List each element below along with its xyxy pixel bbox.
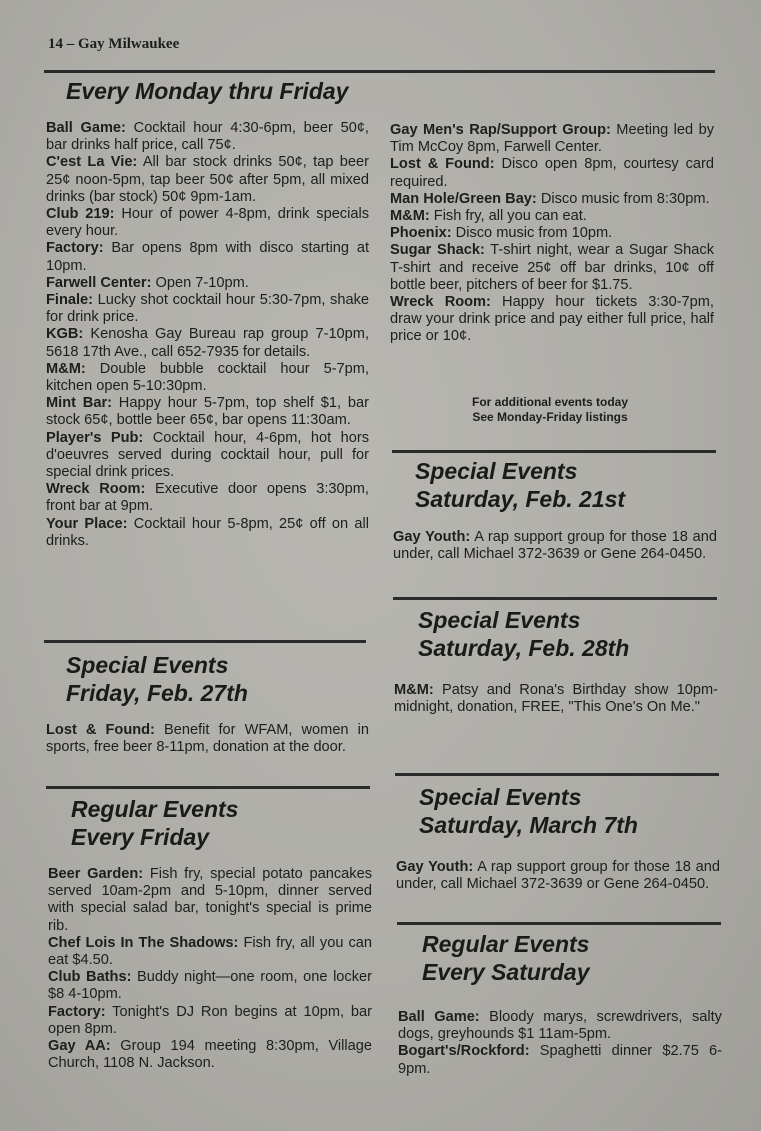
venue-name: Chef Lois In The Shadows:: [48, 934, 239, 951]
venue-name: Phoenix:: [390, 225, 452, 242]
section-rule: [46, 786, 370, 789]
note-line: See Monday-Friday listings: [472, 410, 628, 424]
venue-name: Farwell Center:: [46, 274, 152, 291]
heading-line: Special Events: [418, 607, 581, 633]
heading-line: Special Events: [419, 784, 582, 810]
venue-name: M&M:: [46, 360, 86, 377]
listing-entry: [46, 154, 369, 206]
listing-entry: [48, 935, 372, 969]
venue-name: Lost & Found:: [390, 156, 495, 173]
see-listings-note: [440, 395, 660, 425]
venue-details: Executive door opens 3:30pm, front bar at 9pm.: [46, 481, 369, 515]
venue-details: Disco open 8pm, courtesy card required.: [390, 156, 715, 190]
venue-details: Kenosha Gay Bureau rap group 7-10pm, 5618 17th Ave., call 652-7935 for details.: [46, 326, 369, 360]
venue-details: Happy hour 5-7pm, top shelf $1, bar stock 65¢, bottle beer 65¢, bar opens 11:30am.: [46, 395, 369, 429]
venue-details: Cocktail hour 5-8pm, 25¢ off on all drinks.: [46, 515, 370, 549]
listing-entry: [393, 529, 717, 563]
listing-entry: [46, 361, 369, 395]
heading-line: Special Events: [415, 458, 578, 484]
venue-details: Fish fry, all you can eat.: [429, 208, 587, 225]
sat-mar7-listings: [396, 859, 720, 893]
venue-details: Group 194 meeting 8:30pm, Village Church, 1108 N. Jackson.: [48, 1038, 372, 1072]
listing-entry: [394, 682, 718, 716]
venue-details: Benefit for WFAM, women in sports, free beer 8-11pm, donation at the door.: [46, 722, 369, 756]
heading-line: Regular Events: [71, 796, 239, 822]
venue-details: A rap support group for those 18 and under, call Michael 372-3639 or Gene 264-0450.: [393, 529, 717, 563]
listing-entry: [48, 1038, 372, 1072]
section-rule: [44, 70, 715, 73]
venue-name: C'est La Vie:: [46, 154, 138, 171]
venue-details: Cocktail hour, 4-6pm, hot hors d'oeuvres served during cocktail hour, pull for special drink prices.: [46, 429, 369, 481]
venue-details: A rap support group for those 18 and under, call Michael 372-3639 or Gene 264-0450.: [396, 859, 720, 893]
listing-entry: [396, 859, 720, 893]
section-rule: [44, 640, 366, 643]
sat-regular-listings: [398, 1009, 722, 1078]
venue-name: Mint Bar:: [46, 395, 112, 412]
venue-name: Gay AA:: [48, 1038, 111, 1055]
note-line: For additional events today: [471, 395, 629, 409]
heading-line: Every Friday: [71, 824, 210, 850]
section-rule: [392, 450, 716, 453]
section-rule: [395, 773, 719, 776]
listing-entry: [390, 294, 714, 346]
weekday-heading: Every Monday thru Friday: [66, 78, 349, 104]
friday-regular-listings: [48, 866, 372, 1072]
listing-entry: [390, 191, 714, 208]
listing-entry: [46, 120, 369, 154]
venue-name: Factory:: [46, 240, 104, 257]
venue-details: T-shirt night, wear a Sugar Shack T-shirt and receive 25¢ off bar drinks, 10¢ off bottle beer, pitchers of beer for $1.75.: [390, 242, 714, 293]
venue-name: Club Baths:: [48, 969, 132, 986]
listing-entry: [46, 275, 369, 292]
listing-entry: [48, 866, 372, 935]
sat-feb28-heading: [418, 606, 629, 662]
venue-name: Finale:: [46, 292, 94, 309]
friday-special-listings: [46, 722, 369, 756]
listing-entry: [390, 156, 714, 190]
venue-name: Sugar Shack:: [390, 242, 485, 259]
listing-entry: [398, 1009, 722, 1043]
venue-details: Double bubble cocktail hour 5-7pm, kitchen open 5-10:30pm.: [46, 360, 369, 395]
heading-line: Saturday, March 7th: [419, 812, 638, 838]
listing-entry: [390, 225, 714, 242]
listing-entry: [48, 1004, 372, 1038]
sat-feb21-listings: [393, 529, 717, 563]
venue-details: Lucky shot cocktail hour 5:30-7pm, shake for drink price.: [46, 292, 369, 326]
venue-details: Bloody marys, screwdrivers, salty dogs, greyhounds $1 11am-5pm.: [398, 1009, 722, 1043]
venue-details: Tonight's DJ Ron begins at 10pm, bar open 8pm.: [48, 1003, 372, 1037]
venue-name: Wreck Room:: [46, 481, 146, 498]
venue-details: Disco music from 8:30pm.: [536, 190, 710, 207]
sat-feb21-heading: [415, 457, 625, 513]
section-rule: [393, 597, 717, 600]
venue-name: KGB:: [46, 326, 84, 343]
venue-name: Gay Men's Rap/Support Group:: [390, 122, 611, 138]
venue-name: M&M:: [390, 208, 430, 225]
listing-entry: [46, 292, 369, 326]
listing-entry: [46, 206, 369, 240]
venue-details: Disco music from 10pm.: [451, 225, 613, 242]
weekday-right-listings: [390, 122, 714, 346]
listing-entry: [46, 481, 369, 515]
venue-name: Wreck Room:: [390, 294, 491, 311]
sat-mar7-heading: [419, 783, 638, 839]
listing-entry: [390, 122, 714, 156]
venue-details: Spaghetti dinner $2.75 6-9pm.: [398, 1043, 722, 1077]
venue-details: Bar opens 8pm with disco starting at 10pm.: [46, 240, 369, 274]
venue-name: M&M:: [394, 682, 434, 698]
venue-details: Happy hour tickets 3:30-7pm, draw your drink price and pay either full price, half price or 10¢.: [390, 294, 714, 345]
friday-special-heading: [66, 651, 248, 707]
listing-entry: [398, 1043, 722, 1077]
listing-entry: [390, 242, 714, 294]
page-header: 14 – Gay Milwaukee: [48, 36, 180, 52]
venue-name: Gay Youth:: [393, 529, 471, 545]
listing-entry: [46, 430, 369, 482]
venue-name: Gay Youth:: [396, 859, 474, 875]
weekday-left-listings: [46, 120, 369, 550]
venue-details: Buddy night—one room, one locker $8 4-10pm.: [48, 969, 372, 1003]
heading-line: Friday, Feb. 27th: [66, 680, 248, 706]
venue-name: Ball Game:: [398, 1009, 480, 1025]
venue-details: Meeting led by Tim McCoy 8pm, Farwell Center.: [390, 122, 714, 156]
venue-name: Player's Pub:: [46, 429, 144, 446]
listing-entry: [48, 969, 372, 1003]
heading-line: Saturday, Feb. 28th: [418, 635, 630, 661]
venue-details: Cocktail hour 4:30-6pm, beer 50¢, bar drinks half price, call 75¢.: [46, 120, 369, 154]
venue-name: Bogart's/Rockford:: [398, 1043, 530, 1060]
heading-line: Every Saturday: [422, 959, 590, 985]
sat-feb28-listings: [394, 682, 718, 716]
listing-entry: [46, 326, 369, 360]
heading-line: Saturday, Feb. 21st: [415, 486, 626, 512]
sat-regular-heading: [422, 930, 589, 986]
venue-name: Lost & Found:: [46, 722, 155, 738]
venue-details: Hour of power 4-8pm, drink specials every hour.: [46, 206, 370, 240]
venue-name: Club 219:: [46, 206, 115, 223]
venue-name: Beer Garden:: [48, 866, 144, 882]
venue-name: Factory:: [48, 1003, 106, 1020]
heading-line: Regular Events: [422, 931, 590, 957]
venue-name: Ball Game:: [46, 120, 126, 136]
listing-entry: [390, 208, 714, 225]
venue-details: Fish fry, special potato pancakes served 10am-2pm and 5-10pm, dinner served with special salad bar, tonight's special is prime rib.: [48, 866, 372, 934]
listing-entry: [46, 516, 369, 550]
venue-name: Man Hole/Green Bay:: [390, 190, 537, 207]
listing-entry: [46, 240, 369, 274]
venue-name: Your Place:: [46, 515, 128, 532]
venue-details: Patsy and Rona's Birthday show 10pm-midnight, donation, FREE, "This One's On Me.": [394, 682, 718, 716]
venue-details: Fish fry, all you can eat $4.50.: [48, 934, 373, 969]
listing-entry: [46, 722, 369, 756]
heading-line: Special Events: [66, 652, 229, 678]
venue-details: Open 7-10pm.: [151, 274, 249, 291]
listing-entry: [46, 395, 369, 429]
venue-details: All bar stock drinks 50¢, tap beer 25¢ noon-5pm, tap beer 50¢ after 5pm, all mixed drinks (bar stock) 50¢ 9pm-1am.: [46, 154, 369, 205]
section-rule: [397, 922, 721, 925]
friday-regular-heading: [71, 795, 238, 851]
